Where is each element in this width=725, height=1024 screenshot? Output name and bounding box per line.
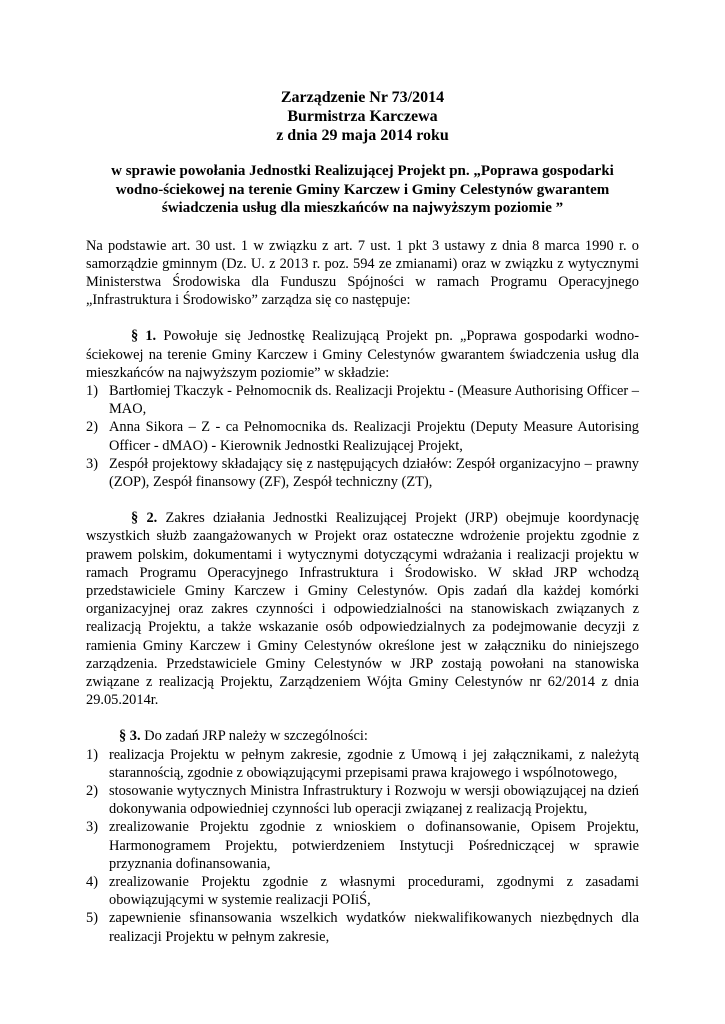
list-item <box>86 382 639 418</box>
document-title <box>86 88 639 145</box>
list-item-number: 1) <box>86 382 98 399</box>
section-3-text: Do zadań JRP należy w szczególności: <box>144 728 368 745</box>
list-item-text: Zespół projektowy składający się z następujących działów: Zespół organizacyjno – prawny (ZOP), Zespół finansowy (ZF), Zespół techniczny (ZT), <box>109 455 639 490</box>
section-2-text: Zakres działania Jednostki Realizującej Projekt (JRP) obejmuje koordynację wszystkich służb zaangażowanych w Projekt oraz ostateczne wdrożenie projektu zgodnie z prawem polskim, dokumentami i wytycznymi dotyczącymi wdrażania i realizacji projektu w ramach Programu Operacyjnego Infrastruktura i Środowisko. W skład JRP wchodzą przedstawiciele Gminy Karczew i Gminy Celestynów. Opis zadań dla każdej komórki organizacyjnej oraz zakres czynności i odpowiedzialności na stanowiskach związanych z realizacją Projektu, a także wskazanie osób odpowiedzialnych za podejmowanie decyzji z ramienia Gminy Karczew i Gminy Celestynów określone jest w załączniku do niniejszego zarządzenia. Przedstawiciele Gminy Celestynów w JRP zostają powołani na stanowiska związane z realizacją Projektu, Zarządzeniem Wójta Gminy Celestynów nr 62/2014 z dnia 29.05.2014r. <box>86 510 640 709</box>
section-1-paragraph <box>86 327 639 382</box>
list-item-text: stosowanie wytycznych Ministra Infrastruktury i Rozwoju w wersji obowiązującej na dzień dokonywania odpowiedniej czynności lub operacji związanej z realizacją Projektu, <box>109 782 639 818</box>
title-line-1: Zarządzenie Nr 73/2014 <box>280 89 445 106</box>
list-item-text: Anna Sikora – Z - ca Pełnomocnika ds. Realizacji Projektu (Deputy Measure Autorising Officer - dMAO) - Kierownik Jednostki Realizującej Projekt, <box>109 419 639 454</box>
subject-line-2: wodno-ściekowej na terenie Gminy Karczew i Gminy Celestynów gwarantem <box>115 181 610 198</box>
section-3-list <box>86 746 639 946</box>
list-item-text: zapewnienie sfinansowania wszelkich wydatków niekwalifikowanych niezbędnych dla realizacji Projektu w pełnym zakresie, <box>109 910 639 945</box>
list-item-number: 4) <box>86 874 98 890</box>
title-line-2: Burmistrza Karczewa <box>287 108 438 125</box>
title-line-3: z dnia 29 maja 2014 roku <box>276 127 449 144</box>
section-2 <box>86 509 639 709</box>
list-item-text: realizacja Projektu w pełnym zakresie, zgodnie z Umową i jej załącznikami, z należytą starannością, zgodnie z obowiązującymi przepisami prawa krajowego i wspólnotowego, <box>109 746 639 781</box>
subject-line-3: świadczenia usług dla mieszkańców na najwyższym poziomie ” <box>161 200 564 216</box>
section-1-text: Powołuje się Jednostkę Realizującą Projekt pn. „Poprawa gospodarki wodno-ściekowej na terenie Gminy Karczew i Gminy Celestynów gwarantem świadczenia usług dla mieszkańców na najwyższym poziomie” w składzie: <box>86 328 639 381</box>
list-item-number: 2) <box>86 782 98 799</box>
list-item-text: zrealizowanie Projektu zgodnie z własnymi procedurami, zgodnymi z zasadami obowiązującymi w systemie realizacji POIiŚ, <box>109 874 639 909</box>
list-item <box>86 818 639 873</box>
list-item-number: 1) <box>86 746 98 763</box>
list-item <box>86 455 639 491</box>
list-item <box>86 873 639 909</box>
list-item-number: 3) <box>86 819 98 836</box>
section-3-paragraph <box>86 727 639 745</box>
list-item-number: 5) <box>86 910 98 927</box>
section-2-paragraph <box>86 509 639 709</box>
document-page <box>86 88 639 946</box>
subject-line-1: w sprawie powołania Jednostki Realizującej Projekt pn. „Poprawa gospodarki <box>111 163 614 179</box>
section-2-sign: § 2. <box>131 510 158 527</box>
document-subject <box>86 162 639 218</box>
intro-paragraph: Na podstawie art. 30 ust. 1 w związku z art. 7 ust. 1 pkt 3 ustawy z dnia 8 marca 1990 r. o samorządzie gminnym (Dz. U. z 2013 r. poz. 594 ze zmianami) oraz w związku z wytycznymi Ministerstwa Środowiska dla Funduszu Spójności w ramach Programu Operacyjnego „Infrastruktura i Środowisko” zarządza się co następuje: <box>86 237 639 309</box>
section-1-list <box>86 382 639 491</box>
list-item <box>86 782 639 818</box>
list-item-text: zrealizowanie Projektu zgodnie z wnioskiem o dofinansowanie, Opisem Projektu, Harmonogramem Projektu, potwierdzeniem Instytucji Pośredniczącej w sprawie przyznania dofinansowania, <box>109 819 639 872</box>
section-3-sign: § 3. <box>119 728 141 745</box>
list-item <box>86 746 639 782</box>
section-3 <box>86 727 639 945</box>
list-item <box>86 418 639 454</box>
list-item-number: 3) <box>86 455 98 472</box>
section-1 <box>86 327 639 491</box>
list-item-number: 2) <box>86 419 98 436</box>
list-item <box>86 909 639 945</box>
list-item-text: Bartłomiej Tkaczyk - Pełnomocnik ds. Realizacji Projektu - (Measure Authorising Officer – MAO, <box>109 382 639 418</box>
section-1-sign: § 1. <box>131 328 157 345</box>
